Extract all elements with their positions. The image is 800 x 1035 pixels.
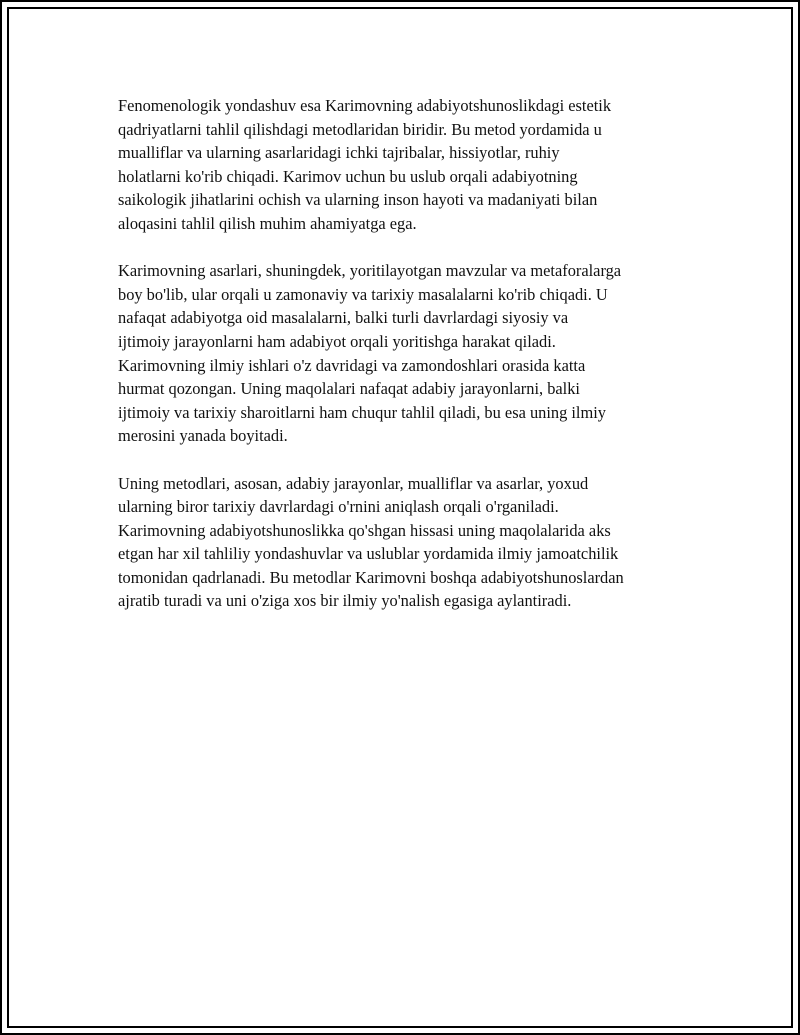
text-line: merosini yanada boyitadi. [118, 426, 288, 446]
text-line: Uning metodlari, asosan, adabiy jarayonlar, mualliflar va asarlar, yoxud [118, 473, 589, 493]
text-line: Karimovning adabiyotshunoslikka qo'shgan hissasi uning maqolalarida aks [118, 520, 611, 540]
text-line: holatlarni ko'rib chiqadi. Karimov uchun bu uslub orqali adabiyotning [118, 166, 578, 186]
text-line: etgan har xil tahliliy yondashuvlar va uslublar yordamida ilmiy jamoatchilik [118, 544, 619, 564]
paragraph-2 [118, 259, 698, 448]
text-line: ajratib turadi va uni o'ziga xos bir ilmiy yo'nalish egasiga aylantiradi. [118, 591, 572, 611]
text-line: ijtimoiy va tarixiy sharoitlarni ham chuqur tahlil qiladi, bu esa uning ilmiy [118, 402, 606, 422]
text-line: ularning biror tarixiy davrlardagi o'rnini aniqlash orqali o'rganiladi. [118, 497, 559, 517]
paragraph-1 [118, 94, 698, 236]
text-line: boy bo'lib, ular orqali u zamonaviy va tarixiy masalalarni ko'rib chiqadi. U [118, 284, 608, 304]
text-line: Karimovning asarlari, shuningdek, yoritilayotgan mavzular va metaforalarga [118, 261, 622, 281]
text-line: nafaqat adabiyotga oid masalalarni, balki turli davrlardagi siyosiy va [118, 308, 569, 328]
text-line: Fenomenologik yondashuv esa Karimovning adabiyotshunoslikdagi estetik [118, 96, 612, 115]
text-line: aloqasini tahlil qilish muhim ahamiyatga ega. [118, 213, 417, 233]
text-line: ijtimoiy jarayonlarni ham adabiyot orqali yoritishga harakat qiladi. [118, 331, 556, 351]
text-line: saikologik jihatlarini ochish va ularning inson hayoti va madaniyati bilan [118, 190, 598, 210]
text-line: tomonidan qadrlanadi. Bu metodlar Karimovni boshqa adabiyotshunoslardan [118, 567, 624, 587]
text-line: Karimovning ilmiy ishlari o'z davridagi va zamondoshlari orasida katta [118, 355, 586, 375]
text-line: mualliflar va ularning asarlaridagi ichki tajribalar, hissiyotlar, ruhiy [118, 143, 560, 163]
text-line: qadriyatlarni tahlil qilishdagi metodlaridan biridir. Bu metod yordamida u [118, 119, 602, 139]
document-body [118, 94, 698, 637]
paragraph-3 [118, 472, 698, 614]
text-line: hurmat qozongan. Uning maqolalari nafaqat adabiy jarayonlarni, balki [118, 379, 580, 399]
